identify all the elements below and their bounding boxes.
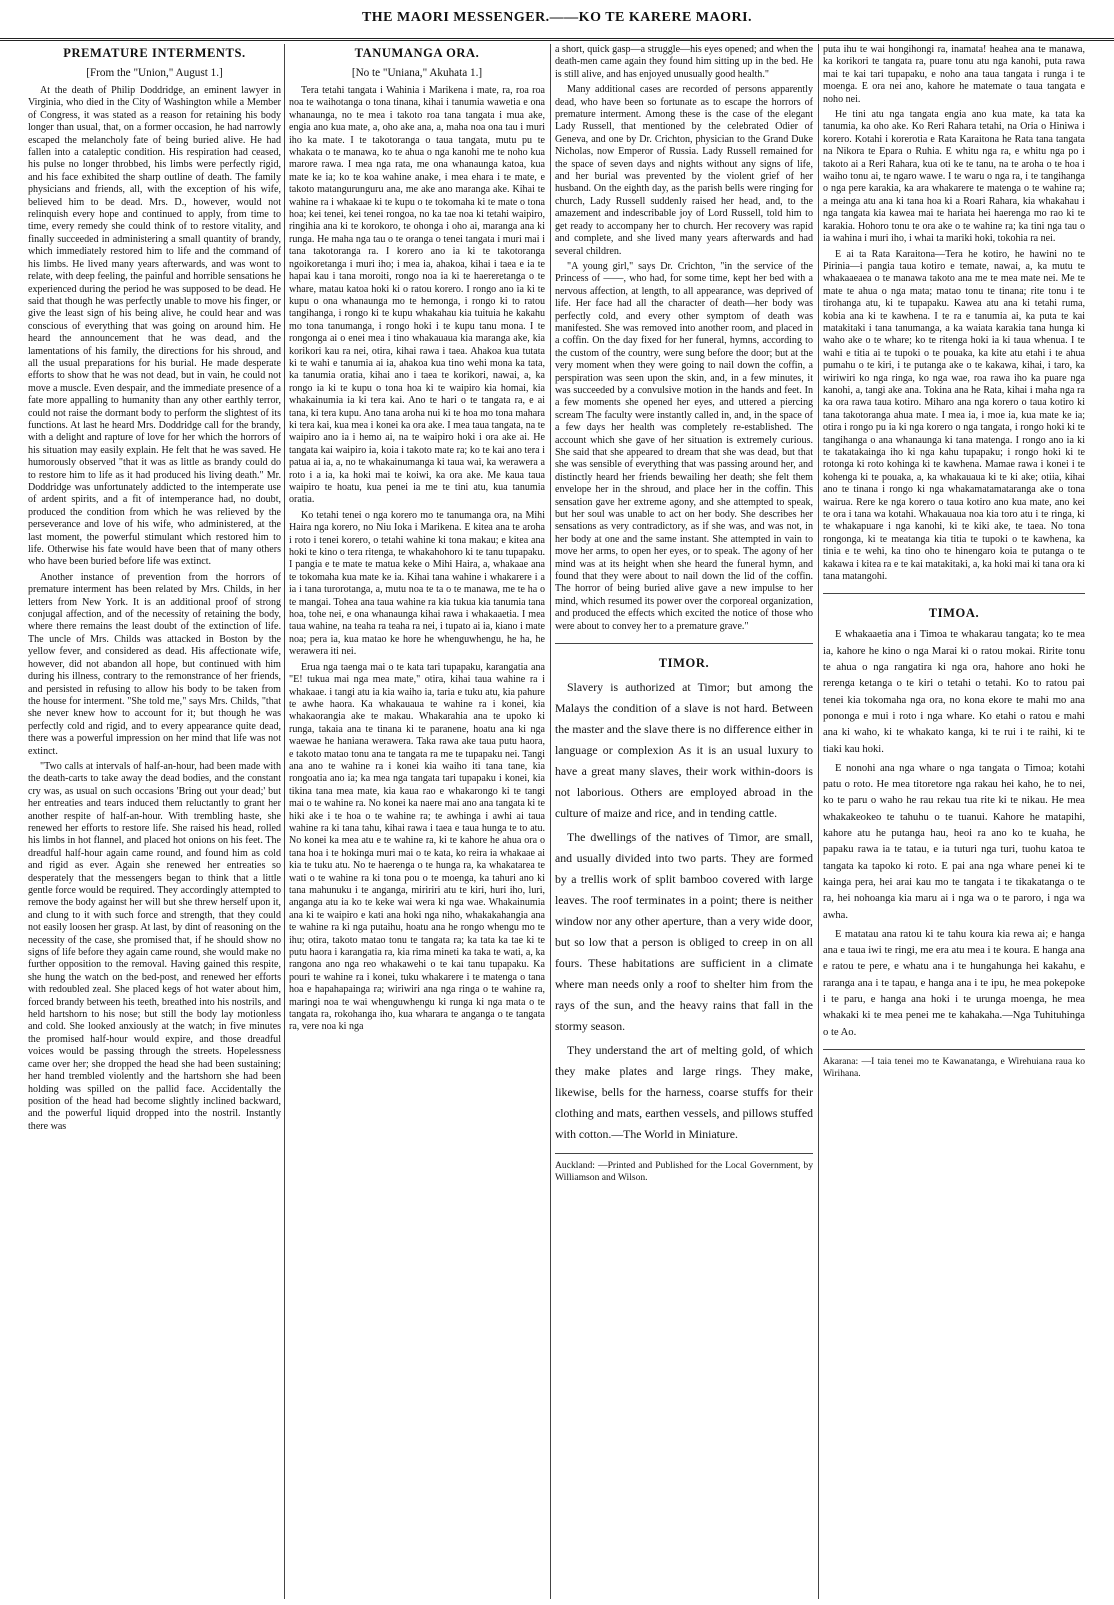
imprint: Auckland: —Printed and Published for the Local Government, by Williamson and Wilson. [555,1153,813,1184]
article-body [823,627,1085,1040]
column-rule [284,44,285,1599]
column-continuation-timoa [823,44,1085,1599]
paragraph: puta ihu te wai hongihongi ra, inamata! heahea ana te manawa, ka korikori te tangata ra, puare tonu atu nga kanohi, puta rawa mai te kai tari tupapaku, e noho ana taua tangata i runga i te moenga. E ora nei ano, kahore he matemate o taua tangata e noho nei. [823,44,1085,105]
paragraph: Tera tetahi tangata i Wahinia i Marikena i mate, ra, roa roa noa te waihotanga o tona tinana, kihai i tanumia wawetia e ona whanaunga, no te mea i takoto roa tana tangata i mua ake, engia ano kua mate, a, oho ake ana, a, maha noa ona tau i muri iho ka mate. I te takotoranga o taua tangata, mutu pu te whakata o te manawa, ko te ahua o nga kanohi me te noho kua marore rawa. I mea nga rata, me ona whanaunga katoa, kua mate ke ia; ko te koa wahine anake, i mea ehara i te mate, e takoto matangurunguru ana, me ake ano maranga ake. Kihai te wahine ra i whakaae ki te kupu o te tokomaha ki te mate o tona hoa; kei tenei, kei tenei rongoa, no ka tae noa ki tetahi waipiro, ringihia ana ki te korokoro, te ohonga i oho ai, maranga ana ki runga. He maha nga tau o te oranga o tenei tangata i muri mai i tana takotoranga ra. I korero ano ia ki te takotoranga ngoikoretanga i muri iho; i mea ia, ahakoa, kihai i taea e ia te hapai kau i tana moroiti, rongo noa ia ki te haereretanga o te whare, matau katoa hoki ki o ratou korero. I rongo ano ia ki te kupu o ona whanaunga mo te hemonga, i rongo ki to ratou tangihanga, i rongo ki te kupu whakahau kia tuituia he kakahu mo tona tanumanga, i rongo hoki i te kupu tanu mona. I te rongonga ai o enei mea i tino whakauaua kia maranga ake, kia korikori kau ra nei, otira, kihai rawa i taea. Ahakoa kua tutata ki te wahi e tanumia ai ia, ahakoa kua tino wehi mona ka tata, ka tanumia oratia, kihai ano i taea te korikori, nawai, a, ka rongo ia ki te kupu o tona hoa ki te waipiro kia homai, kia whakainumia ia ki tera kai. Ano te hari o te tangata ra, e ai tana, ki tera kupu. Ano tana aroha nui ki te hoa mo tona mahara ki tera kai, kua mea i konei ka ora ake. I mea taua tangata, na te waipiro ano ia i hemo ai, na te waipiro hoki i ora ake ai. He tangata kai waipiro ia, koia i takoto mate ra; ko te kai ano tera i patua ai ia, a, no te whakainumanga ki taua wai, ka werawera a roto i a ia, ka hoki mai te koiwi, ka ora ake. Me kaua taua waipiro te hoatu, kua penei ia me te tini atu, kua tanumia oratia. [289,85,545,506]
paragraph: E whakaaetia ana i Timoa te whakarau tangata; ko te mea ia, kahore he kino o nga Marai ki o ratou mokai. Ririte tonu te ahua o nga rangatira ki nga ora, hahore ano hoki he rerenga ketanga o te kiri o tetahi o tetahi. Ko to ratou pai tenei kia tokomaha nga ora, no kona ekore te mahi mo ana pononga e mui i roto i nga whare. Ko etahi o ratou e mahi ana ki waho, ki te whakato kanga, ki te rui i te raihi, ki te tiaki kau hoki. [823,629,1085,755]
article-heading: TANUMANGA ORA. [354,46,480,60]
article-dateline: [From the "Union," August 1.] [86,67,223,79]
paragraph: "A young girl," says Dr. Crichton, "in the service of the Princess of ——, who had, for some time, kept her bed with a nervous affection, at length, to all appearance, was deprived of life. Her face had all the character of death—her body was perfectly cold, and every other symptom of death was manifested. She was removed into another room, and placed in a coffin. On the day fixed for her funeral, hymns, according to the custom of the country, were sung before the door; but at the very moment when they were going to nail down the coffin, a perspiration was seen upon the skin, and, in a few minutes, it was succeeded by a convulsive motion in the hands and feet. In a few moments she opened her eyes, and uttered a piercing scream The faculty were instantly called in, and, in the space of a few days her health was completely re-established. The account which she gave of her situation is extremely curious. She said that she appeared to dream that she was dead, but that she was sensible of everything that was passing around her, and distinctly heard her friends bewailing her death; she felt them envelope her in the shroud, and place her in the coffin. This sensation gave her extreme agony, and she attempted to speak, but her soul was unable to act on her body. She describes her sensations as very contradictory, as if she was, and was not, in her body at one and the same instant. She attempted in vain to move her arms, to open her eyes, or to speak. The agony of her mind was at its height when she heard the funeral hymn, and found that they were about to nail down the lid of the coffin. The horror of being buried alive gave a new impulse to her mind, which resumed its power over the corporeal organization, and produced the effects which excited the notice of those who were about to convey her to a premature grave." [555,260,813,632]
paragraph: a short, quick gasp—a struggle—his eyes opened; and when the death-men came again they found him sitting up in the bed. He is still alive, and has enjoyed unusually good health." [555,44,813,80]
paragraph: Many additional cases are recorded of persons apparently dead, who have been so fortunate as to escape the horrors of premature interment. Among these is the case of the elegant Lady Russell, that mentioned by the celebrated Odier of Geneva, and one by Dr. Crichton, physician to the Grand Duke Nicholas, now Emperor of Russia. Lady Russell remained for the space of seven days and nights without any signs of life, and her burial was prevented by the violent grief of her husband. On the eighth day, as the parish bells were ringing for church, Lady Russell suddenly raised her head, and, to the amazement and indescribable joy of Lord Russell, told him to get ready to accompany her to church. Her recovery was rapid and complete, and she lived many years afterwards and had several children. [555,84,813,257]
article-body [555,677,813,1145]
column-premature-interments [28,44,281,1599]
column-tanumanga-ora [289,44,545,1599]
column-continuation-timor [555,44,813,1599]
article-body [555,44,813,633]
article-heading: TIMOA. [928,606,980,621]
column-rule [818,44,819,1599]
masthead-title: THE MAORI MESSENGER.——KO TE KARERE MAORI. [361,10,753,25]
imprint: Akarana: —I taia tenei mo te Kawanatanga, e Wirehuiana raua ko Wirihana. [823,1049,1085,1080]
column-rule [550,44,551,1599]
section-divider [823,593,1085,594]
paragraph: Slavery is authorized at Timor; but among the Malays the condition of a slave is not hard. Between the master and the slave there is no difference either in language or complexion As it is an usual luxury to have a great many slaves, their work within-doors is not laborious. Others are employed abroad in the culture of maize and rice, and in tending cattle. [555,680,813,821]
paragraph: They understand the art of melting gold, of which they make plates and large rings. They make, likewise, bells for the harness, coarse stuffs for their clothing and mats, earthen vessels, and pillows stuffed with cotton.—The World in Miniature. [555,1043,813,1142]
paragraph: Erua nga taenga mai o te kata tari tupapaku, karangatia ana "E! tukua mai nga mea mate," otira, kihai taua wahine ra i whakaae. i tangi atu ia kia waiho ia, taria e tuku atu, kia pahure te awhe haora. Ka whakauaua te wahine ra i konei, kia whakaorangia ake te makau. Whakarahia ana te upoko ki runga, takaia ana te tinana ki te paranene, hoatu ana ki nga waewae he haniana werawera. Taka rawa ake taua putu haora, e takoto matao tonu ana te tangata ra me te tupapaku nei. Tangi ana ano te wahine ra i konei kia waiho iti tana tane, kia rongoatia ano ia; ka mea nga tangata tari tupapaku i konei, kia tikina tana mea mate, kia kaua rao e whakarongo ki te tangi mai o te wahine ra. No konei ka naere mai ano ana tangata ki te hiki ake i te hoa o te wahine ra; te awhinga i awhi ai taua wahine ra ki tana tahu, kihai rawa i taea e taua hunga te to atu. No konei ka mea atu e te wahine ra, ki te kahore he ahua ora o tana hoa i te hokinga muri mai o te kata, ko reira ia whakaae ai kia te tuku atu. No te haerenga o te hunga ra, ka whakatarea te wati o te wahine ra ki tona pou o te moenga, ka tahuri ano ki tana mahunuku i te anganga, miririri atu te kiri, huri iho, luri, anganga atu ia ko te keke wai wera ki nga wae. Whakainumia ana ki te waipiro e kati ana hoki nga niho, whakakahangia ana te wahine ra ki nga putaihu, hoatu ana he rongo whengu mo te ihu; otira, takoto matao tonu te tangata ra; ka tata ka tae ki te putu haora i karangatia ra, kia rima mineti ka taka te wati, a, ka rangona ano nga reo whakawehi o te kai tanu tupapaku. Ka pouri te wahine ra i konei, tuku whakarere i te matenga o tana hoa e hapahapainga ra; wiriwiri ana nga ringa o te wahine ra, maringi noa te wai whenguwhengu ki runga ki nga mata o te tangata ra, rokohanga iho, kua wharara te anganga o te tangata ra, vere noa ki nga [289,661,545,1033]
paragraph: At the death of Philip Doddridge, an eminent lawyer in Virginia, who died in the City of Washington while a Member of Congress, it was stated as a reason for retaining his body longer than usual, that, on a former occasion, he had narrowly escaped the melancholy fate of being buried alive. He had fallen into a cataleptic condition. His respiration had ceased, his pulse no longer throbbed, his limbs were perfectly rigid, and his face exhibited the sharp outline of death. The family physicians and friends, all, with the exception of his wife, believed him to be dead. Mrs. D., however, would not relinquish every hope and continued to apply, from time to time, every remedy she could think of to restore vitality, and finally succeeded in administering a small quantity of brandy, which immediately restored him to life and the command of his limbs. He lived many years afterwards, and was wont to relate, with deep feeling, the painful and horrible sensations he experienced during the period he was supposed to be dead. He said that though he was perfectly unable to move his finger, or give the least sign of his being alive, he could hear and was conscious of everything that was going on around him. He heard the announcement that he was dead, and the lamentations of his family, the directions for his shroud, and all the usual preparations for his burial. He made desperate efforts to show that he was not dead, but in vain, he could not move a muscle. Even despair, and the immediate presence of a fate more appalling to humanity than any other earthly terror, could not raise the dormant body to perform the slightest of its functions. At last he heard Mrs. Doddridge call for the brandy, with a delight and rapture of love for her which the horrors of his situation may easily explain. He felt that he was saved. He humorously observed "that it was as little as brandy could do to restore him to life as it had produced his living death." Mr. Doddridge was unfortunately addicted to the intemperate use of ardent spirits, and a fit of intemperance had, no doubt, produced the condition from which he was relieved by the perseverance and love of his wife, who administered, at the last moment, the powerful stimulant which restored him to life. Otherwise his fate would have been that of many others who have been buried before life was extinct. [28,85,281,568]
paragraph: The dwellings of the natives of Timor, are small, and usually divided into two parts. They are formed by a trellis work of split bamboo covered with large leaves. The roof terminates in a point; there is neither window nor any other aperture, than a very wide door, but so low that a person is obliged to creep in on all fours. These habitations are sufficient in a climate where man needs only a roof to shelter him from the rays of the sun, and the heavy rains that fall in the stormy season. [555,830,813,1034]
masthead [0,0,1114,41]
paragraph: E matatau ana ratou ki te tahu koura kia rewa ai; e hanga ana e taua iwi te ringi, me era atu mea i te koura. E hanga ana e ratou te pere, e whatu ana i te hungahunga hei kakahu, e raranga ana i te tapau, e hanga ana i te ipu, he mea pokepoke i te paru, e hanga ana hoki i te urunga moenga, he mea whakaki ki te mea penei me te kahakaha.—Nga Tuhituhinga o te Ao. [823,928,1085,1038]
article-heading: PREMATURE INTERMENTS. [63,46,246,60]
paragraph: Ko tetahi tenei o nga korero mo te tanumanga ora, na Mihi Haira nga korero, no Niu Ioka i Marikena. E kitea ana te aroha i roto i tenei korero, o tetahi wahine ki tona makau; e kitea ana hoki te kino o tera ritenga, te whakahohoro ki te tanu tupapaku. I pangia e te mate te matua keke o Mihi Haira, a, whakaae ana te tokomaha kua mate ke ia. Kihai tana wahine i whakarere i a ia i tana turorotanga, a, mutu noa te ta o te manawa, me te ha o te mangai. Tohea ana taua wahine ra kia tukua kia tanumia tana hoa, tohe nei, e ona whanaunga kihai rawa i whakaaetia. I mea taua wahine, na teaha ra teaha ra nei, i tupato ai ia, kiano i mate noa; pera ia, kua matao ke hore he whenguwhengu, he ha, he werawera iti nei. [289,509,545,658]
article-dateline: [No te "Uniana," Akuhata 1.] [351,67,483,79]
article-body [28,85,281,1133]
paragraph: E nonohi ana nga whare o nga tangata o Timoa; kotahi patu o roto. He mea titoretore nga rakau hei kaho, he to nei, ko te paru o waho he rau rekau tua rite ki te nikau. He mea whakakeokeo te tahuhu o te tuanui. Kahore he matapihi, kahore atu he putanga hau, heoi ra ano ko te kuaha, he papaku rawa ia te tatau, e ia tuturi nga turi, tuohu katoa te tangata ka tapoko ki roto. E pai ana nga whare penei ki te kainga pera, hei arai kau mo te tangata i te tikakatanga o te ra, hei nohoanga kia maru ai i nga wa o te paroro, i nga wa awha. [823,762,1085,921]
article-body [289,85,545,1034]
article-heading: TIMOR. [658,656,710,671]
paragraph: He tini atu nga tangata engia ano kua mate, ka tata ka tanumia, ka oho ake. Ko Reri Rahara tetahi, na Oria o Hiniwa i korero. Kotahi i korerotia e Rata Karaitona he Rata tana tangata na Nikora te Epara o Ruhia. E whitu nga ra, e whitu nga po i takoto ai a Reri Rahara, kua oti ke te tanu, na te aroha o te hoa i waiho tonu ai, te ngaro wawe. I te waru o nga ra, i te tangihanga o nga pere karakia, ka ara whakarere te matenga o te wahine ra; a meinga atu ana ki tana hoa ki a Roari Rahara, kia whakahau i nga tangata kia kawea mai te hariata hei haerenga mo rao ki te karakia. Hohoro tonu te ora ake o te wahine ra; ka tini nga tau o ia wahina i muri iho, i whai ta mariki hoki, tokohia ra nei. [823,109,1085,245]
article-body [823,44,1085,583]
paragraph: "Two calls at intervals of half-an-hour, had been made with the death-carts to take away the dead bodies, and the constant cry was, as usual on such occasions 'Bring out your dead;' but her entreaties and tears induced them reluctantly to grant her another respite of half-an-hour. With trembling haste, she renewed her efforts to restore life. She raised his head, rolled his limbs in hot flannel, and placed hot onions on his feet. The dreadful half-hour again came round, and found him as cold and rigid as ever. Again she renewed her entreaties so desperately that the messengers began to think that a little gentle force would be required. They accordingly attempted to remove the body against her will but she threw herself upon it, and clung to it with such force and strength, that they could not easily loosen her grasp. At last, by dint of reasoning on the necessity of the case, she promised that, if he should show no signs of life before they again came round, she would make no further opposition to the removal. Having gained this respite, she hung the watch on the bed-post, and renewed her efforts with redoubled zeal. She placed kegs of hot water about him, forced brandy between his teeth, breathed into his nostrils, and held hartshorn to his nose; but still the body lay motionless and cold. She looked anxiously at the watch; in five minutes the promised half-hour would expire, and those dreadful voices would be passing through the streets. Hopelessness came over her; she dropped the head she had been sustaining; her hand trembled violently and the hartshorn she had been holding was spilled on the pallid face. Accidentally the position of the head had become slightly inclined backward, and the powerful liquid dropped into the nostril. Instantly there was [28,760,281,1132]
section-divider [555,643,813,644]
paragraph: Another instance of prevention from the horrors of premature interment has been related by Mrs. Childs, in her letters from New York. It is an additional proof of strong conjugal affection, and of the necessity of retaining the body, where there remains the least doubt of the extinction of life. The uncle of Mrs. Childs was attacked in Boston by the yellow fever, and considered as dead. His affectionate wife, however, did not abandon all hope, but continued with him during his illness, contrary to the remonstrance of her friends, and persisted in refusing to allow his body to be taken from the house for interment. "She told me," says Mrs. Childs, "that she never knew how to account for it; but though he was perfectly cold and rigid, and to every appearance quite dead, there was a powerful impression on her mind that life was not extinct. [28,571,281,757]
paragraph: E ai ta Rata Karaitona—Tera he kotiro, he hawini no te Pirinia—i pangia taua kotiro e temate, nawai, a, ka mutu te whakaaeaea o te manawa takoto ana me te mea mate nei. Me te mate te ahua o nga mata; matao tonu te tinana; rite tonu i te tirohanga atu, ki te tupapaku. Kawea atu ana ki tetahi ruma, kobia ana ki te kawhena. I te ra e tanumia ai, ka puta te kai matakitaki i tana tanumanga, a ka waiata karakia tana hunga ki waho ake o te whare; ko te ritenga hoki ia ki taua whenua. I te wahi e titia ai te tupoki o te pouaka, ka kite atu etahi i te ahua pumahu o te kiri, i te putanga ake o te kakawa, kihai, i taro, ka wiriwiri ko nga ringa, ko nga wae, roa rawa iho ka puare nga kanohi, a, tangi ake ana. Tokina ana he Rata, kihai i maha nga ra ka ora rawa taua kotiro. Miharo ana nga korero o taua kotiro ki tana takotoranga ahua mate. I mea ia, i moe ia, kua mate ke ia; otira i rongo pu ia ki nga korero o nga tangata, i rongo hoki ki te tangihanga o ana whanaunga ki tana matenga. I rongo ano ia ki te takatakainga iho ki nga kahu tupapaku; i rongo hoki ki te rotonga ki roto kohinga ki te kawhena. Mamae rawa i konei i te kohenga ki te pouaka, a, ka whakauaua ki te ki ake; otiia, kihai ano te tinana i rongo ki nga whakamatamataranga ake o tona wairua. Rere ke nga korero o taua kotiro ano kua mate, ano kei te ora i tana wa kotahi. Whakauaua noa kia toro atu i te ringa, ki te whakapuare i nga kanohi, ki te kiki ake, te taea. No tona rongonga, ki te meatanga kia titia te tupoki o te kawhena, ka tinia e te wehi, ka tino oho te hinengaro koia te putanga o te kakawa i kitea ra e te kai matakitaki, a, ka hoki mai ki tana ora ki tana matangohi. [823,248,1085,583]
